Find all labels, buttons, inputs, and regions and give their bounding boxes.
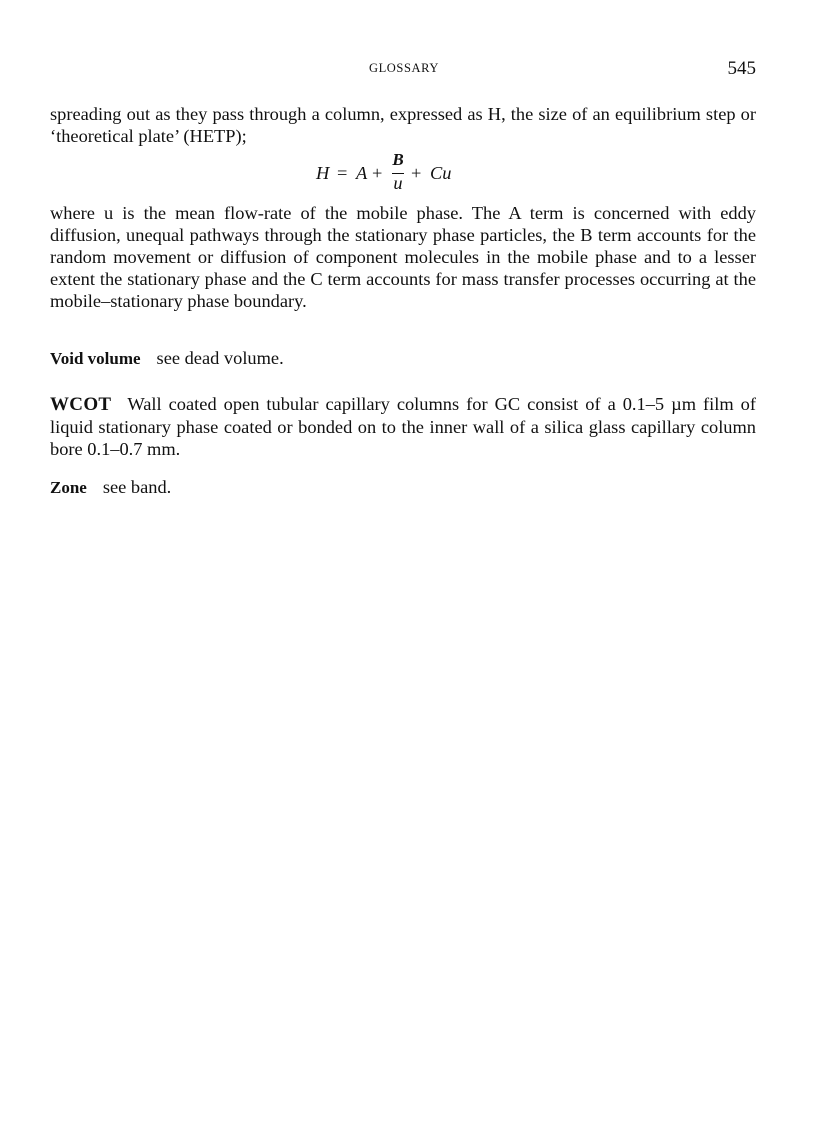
glossary-entry-wcot: [50, 393, 756, 460]
running-title: GLOSSARY: [368, 61, 440, 75]
entry-definition: see band.: [102, 477, 172, 497]
equation-fraction: [390, 150, 406, 196]
running-head: [50, 58, 758, 82]
glossary-entry-void-volume: [50, 347, 756, 370]
entry-term: Zone: [50, 478, 87, 497]
equation-plus-sign: +: [372, 163, 383, 183]
equation-lhs: H: [316, 163, 330, 183]
entry-definition: see dead volume.: [156, 348, 284, 368]
entry-term: Void volume: [50, 349, 141, 368]
equation-term-a: A: [356, 163, 368, 183]
page-number: 545: [727, 58, 756, 79]
equation-denominator: u: [393, 173, 403, 193]
hetp-equation: [310, 150, 510, 200]
equation-equals-sign: =: [337, 163, 348, 183]
explanation-paragraph: where u is the mean flow-rate of the mobile phase. The A term is concerned with eddy diffusion, unequal pathways through the stationary phase particles, the B term accounts for the random movement or diffusion of component molecules in the mobile phase and to a lesser extent the stationary phase and the C term accounts for mass transfer processes occurring at the mobile–stationary phase boundary.: [50, 203, 756, 311]
equation-term-c: Cu: [430, 163, 452, 183]
entry-definition: Wall coated open tubular capillary columns for GC consist of a 0.1–5 µm film of liquid stationary phase coated or bonded on to the inner wall of a silica glass capillary column bore 0.1–0.7 mm.: [50, 394, 756, 459]
continuation-paragraph: spreading out as they pass through a column, expressed as H, the size of an equilibrium step or ‘theoretical plate’ (HETP);: [50, 104, 756, 146]
entry-term: WCOT: [50, 394, 112, 415]
equation-plus-sign: +: [411, 163, 422, 183]
equation-numerator: B: [392, 150, 404, 169]
glossary-entry-zone: [50, 476, 756, 499]
